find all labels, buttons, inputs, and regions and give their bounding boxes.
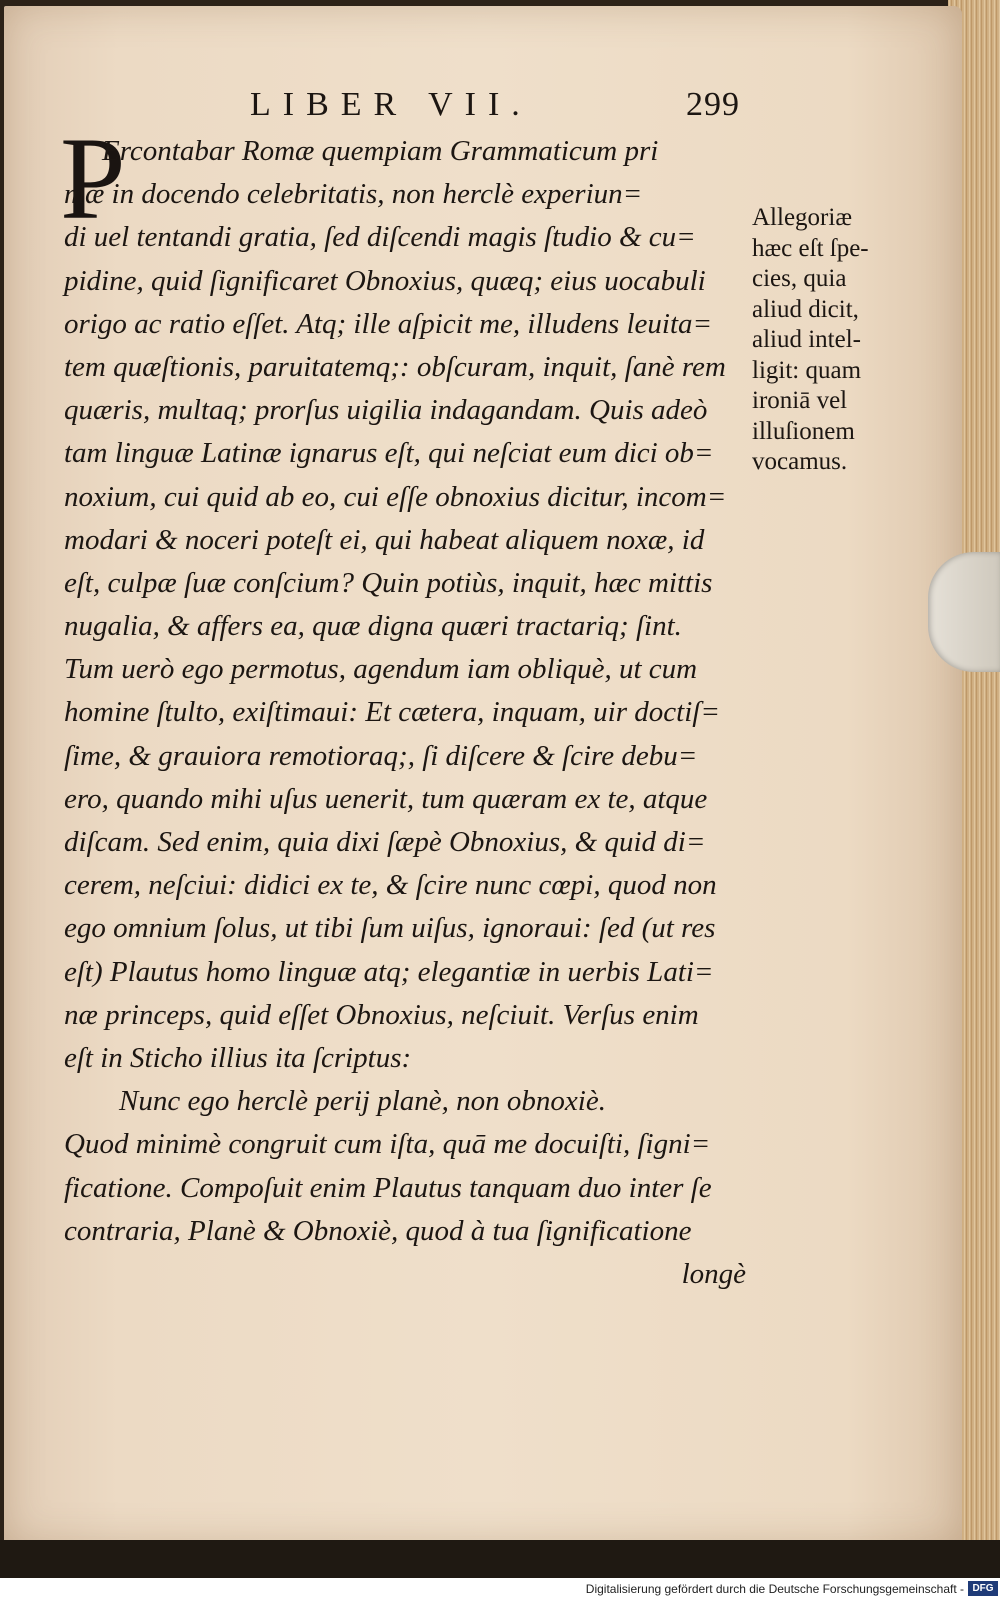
text-line: origo ac ratio eſſet. Atq; ille aſpicit me, illudens leuita= [64,307,713,340]
text-line: cerem, neſciui: didici ex te, & ſcire nunc cœpi, quod non [64,869,717,902]
margin-note-line: Allegoriæ [752,204,852,231]
text-line: eſt, culpæ ſuæ conſcium? Quin potiùs, inquit, hæc mittis [64,566,713,599]
text-line: ego omnium ſolus, ut tibi ſum uiſus, ignoraui: ſed (ut res [64,912,716,945]
closing-lines [64,1123,764,1253]
margin-note-line: ironiā vel [752,387,848,414]
text-line: Ercontabar Romæ quempiam Grammaticum pri [102,135,659,167]
page-number: 299 [686,86,740,123]
text-line: quæris, multaq; prorſus uigilia indagandam. Quis adeò [64,394,708,427]
text-line: eſt in Sticho illius ita ſcriptus: [64,1041,412,1074]
text-line: di uel tentandi gratia, ſed diſcendi magis ſtudio & cu= [64,221,696,254]
text-line: Quod minimè congruit cum iſta, quā me docuiſti, ſigni= [64,1128,711,1161]
text-line: næ princeps, quid eſſet Obnoxius, neſciuit. Verſus enim [64,998,699,1031]
text-line: modari & noceri poteſt ei, qui habeat aliquem noxæ, id [64,523,705,556]
text-line: diſcam. Sed enim, quia dixi ſæpè Obnoxius, & quid di= [64,826,706,858]
margin-note-line: aliud dicit, [752,295,859,323]
text-line: eſt) Plautus homo linguæ atq; elegantiæ in uerbis Lati= [64,955,714,988]
scan-bottom-edge [0,1540,1000,1578]
dfg-logo: DFG [968,1581,998,1596]
text-line: homine ſtulto, exiſtimaui: Et cætera, inquam, uir doctiſ= [64,696,720,729]
text-line: nugalia, & affers ea, quæ digna quæri tractariq; ſint. [64,610,682,643]
page-header [250,86,740,132]
text-line: contraria, Planè & Obnoxiè, quod à tua ſignificatione [64,1214,692,1247]
running-head: LIBER VII. [250,86,532,123]
text-line: tem quæſtionis, paruitatemq;: obſcuram, inquit, ſanè rem [64,350,726,383]
drop-cap-initial: P [60,113,126,244]
margin-note-line: hæc eſt ſpe- [752,234,869,262]
page-clip-tab [928,552,1000,672]
catchword: longè [681,1257,746,1290]
text-line: ero, quando mihi uſus uenerit, tum quæram ex te, atque [64,782,708,815]
text-line: ſime, & grauiora remotioraq;, ſi diſcere & ſcire debu= [64,739,698,772]
text-line: noxium, cui quid ab eo, cui eſſe obnoxius dicitur, incom= [64,480,727,513]
text-line: ficatione. Compoſuit enim Plautus tanquam duo inter ſe [64,1171,712,1204]
text-line: tam linguæ Latinæ ignarus eſt, qui neſciat eum dici ob= [64,437,714,470]
text-line: pidine, quid ſignificaret Obnoxius, quæq; eius uocabuli [64,264,706,297]
margin-note-line: vocamus. [752,448,848,475]
margin-note-line: cies, quia [752,265,847,292]
margin-note-line: ligit: quam [752,356,862,384]
digitization-credit: Digitalisierung gefördert durch die Deutsche Forschungsgemeinschaft - [585,1582,964,1596]
body-lines [64,130,764,1080]
marginal-note [752,203,902,478]
footer-bar [0,1578,1000,1601]
verse-quotation: Nunc ego herclè perij planè, non obnoxiè. [119,1085,606,1118]
margin-note-line: illuſionem [752,417,855,445]
text-line: Tum uerò ego permotus, agendum iam obliquè, ut cum [64,653,698,686]
text-line: mæ in docendo celebritatis, non herclè experiun= [64,178,643,211]
margin-note-line: aliud intel- [752,326,861,353]
main-text-block [64,130,764,1296]
